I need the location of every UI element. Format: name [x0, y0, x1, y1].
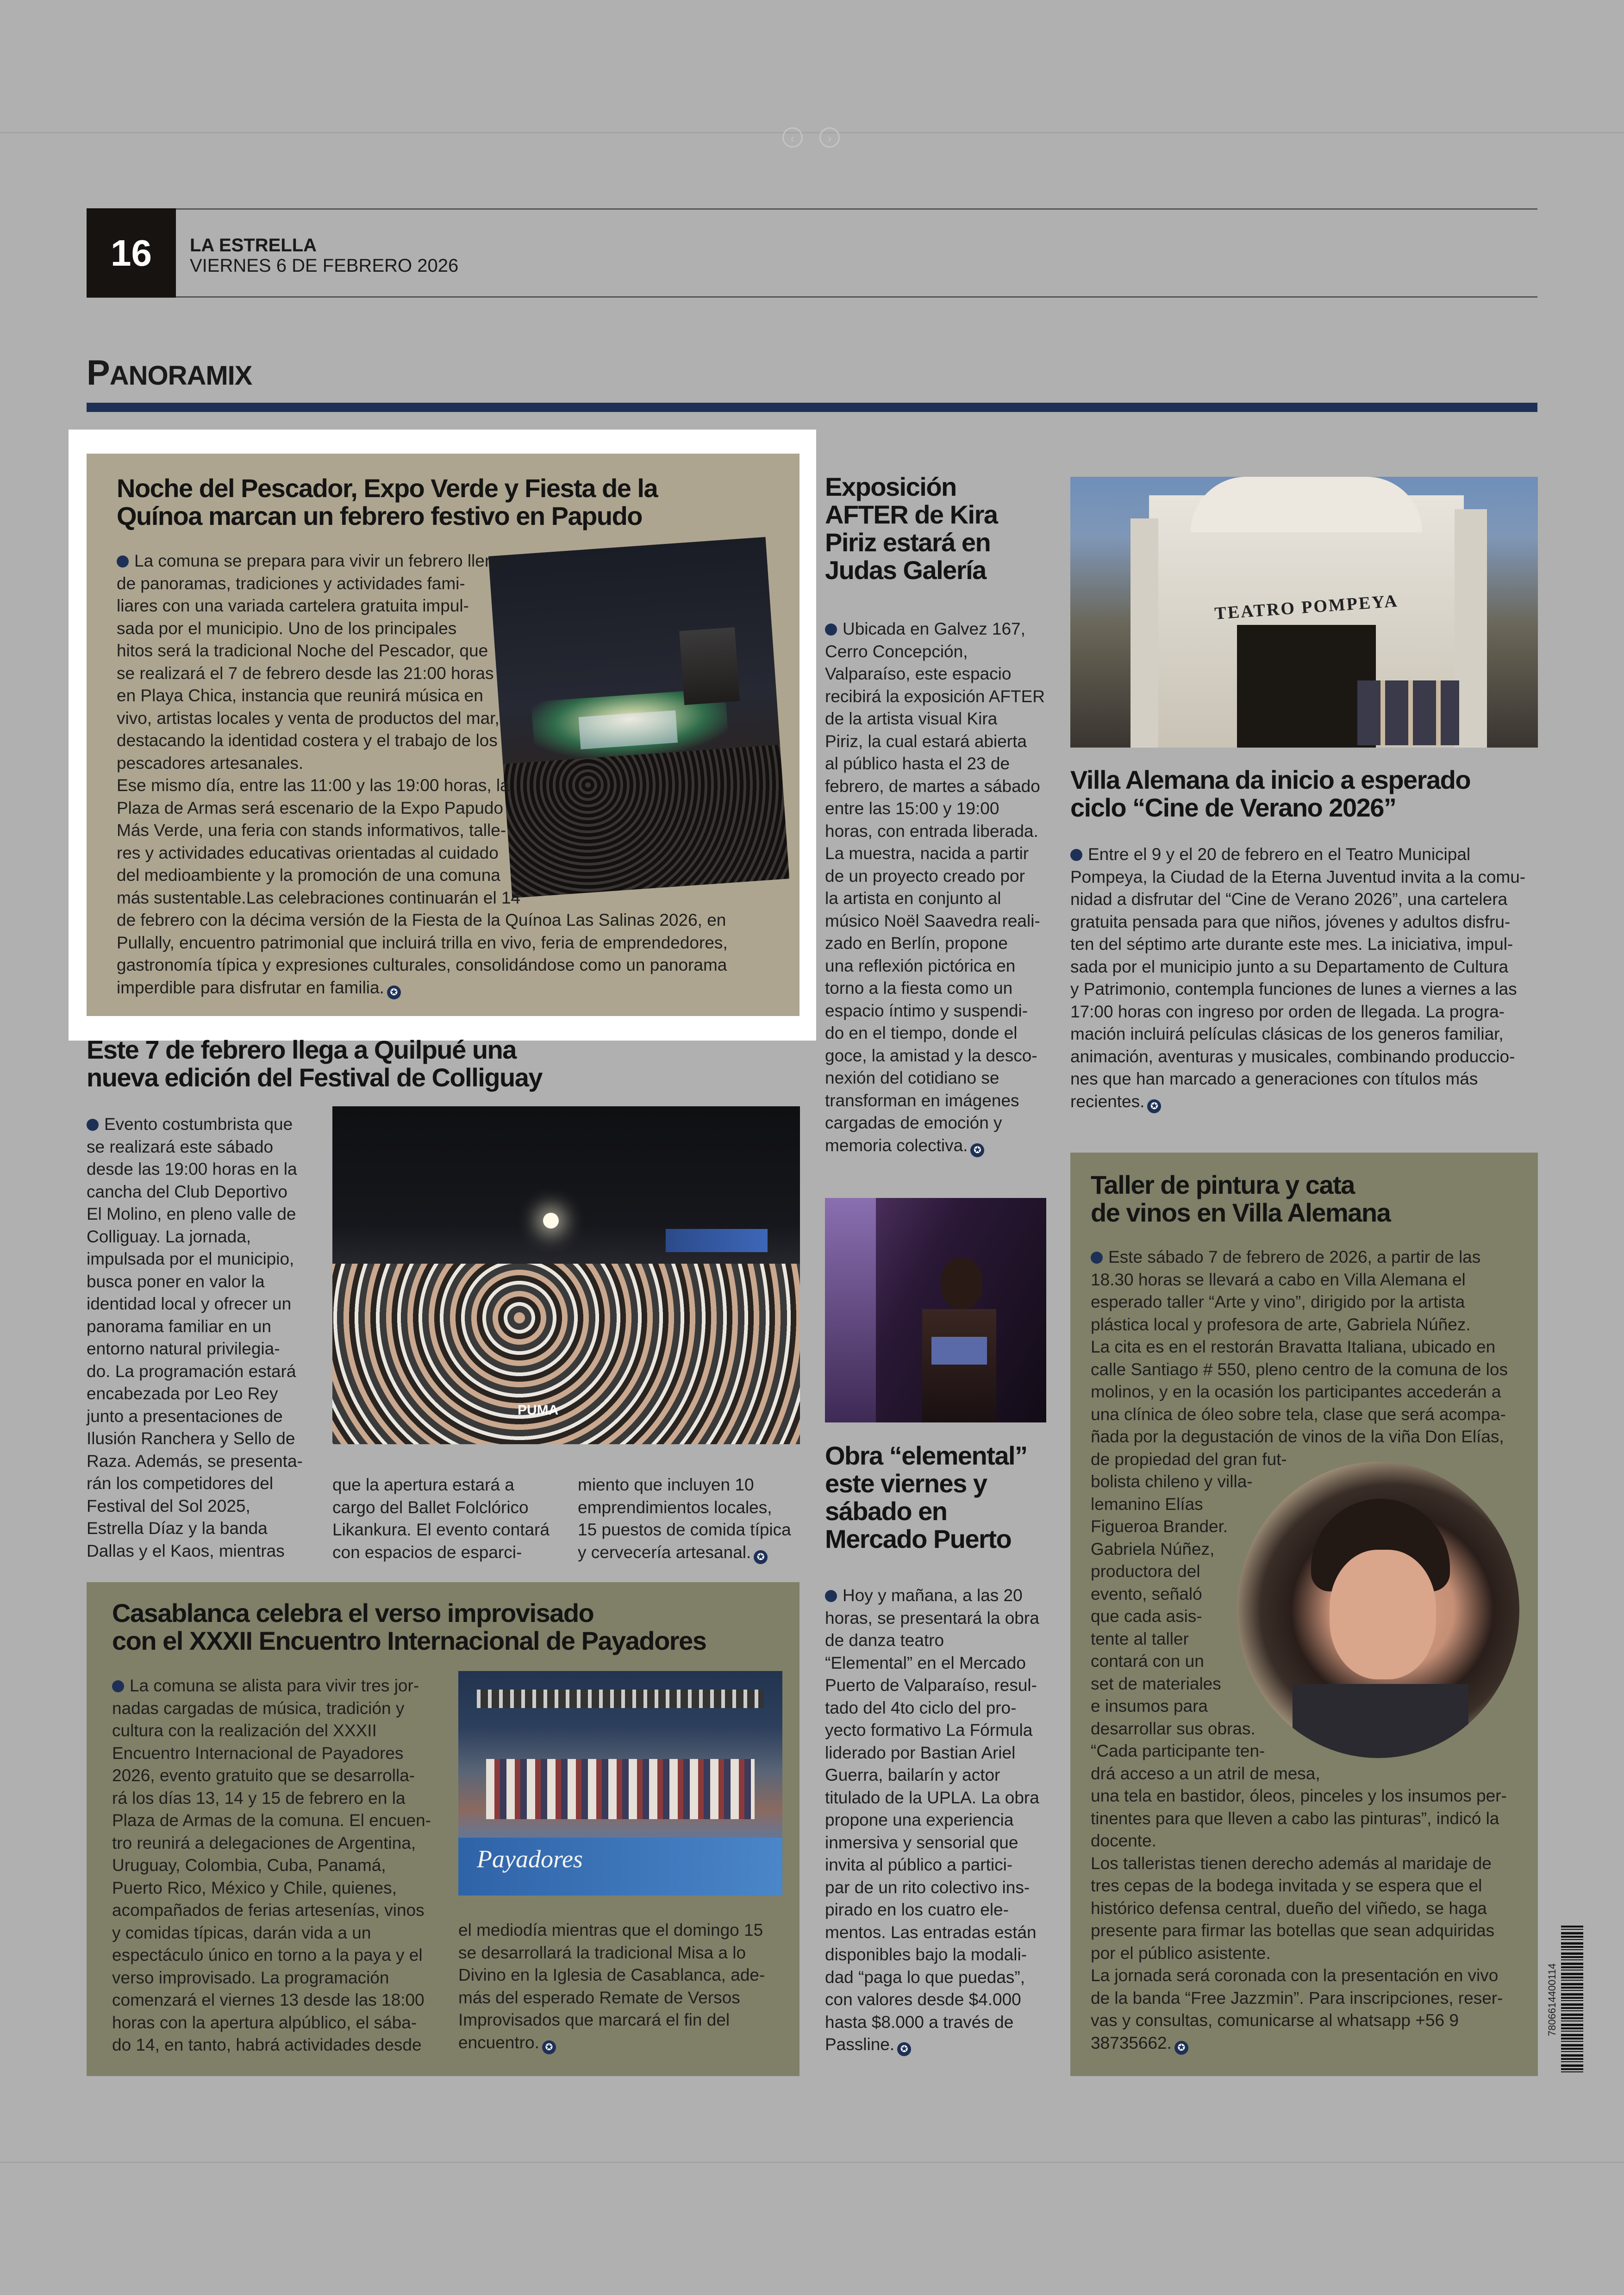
colliguay-line: identidad local y ofrecer un: [87, 1294, 292, 1313]
elemental-line: “Elemental” en el Mercado: [825, 1653, 1026, 1672]
payadores-line: Encuentro Internacional de Payadores: [112, 1743, 404, 1763]
elemental-line: invita al público a partici-: [825, 1855, 1013, 1874]
papudo-line: res y actividades educativas orientadas al cuidado: [117, 843, 499, 862]
taller-line: Figueroa Brander.: [1091, 1517, 1228, 1536]
taller-line: Este sábado 7 de febrero de 2026, a partir de las: [1091, 1246, 1508, 1269]
kira-line: Cerro Concepción,: [825, 642, 968, 661]
colliguay-line: Festival del Sol 2025,: [87, 1496, 250, 1515]
kira-line: recibirá la exposición AFTER: [825, 686, 1045, 706]
star-end-icon: ✪: [897, 2042, 911, 2056]
payadores-line: y comidas típicas, darán vida a un: [112, 1923, 371, 1942]
payadores-line: Divino en la Iglesia de Casablanca, ade-: [458, 1965, 765, 1984]
payadores-line: se desarrollará la tradicional Misa a lo: [458, 1943, 746, 1962]
elemental-line: yecto formativo La Fórmula: [825, 1721, 1033, 1740]
papudo-line: La comuna se prepara para vivir un febrero lleno: [117, 550, 728, 573]
kira-line: zado en Berlín, propone: [825, 934, 1008, 953]
papudo-line: se realizará el 7 de febrero desde las 21:00 horas: [117, 663, 494, 683]
taller-line: por el público asistente.: [1091, 1943, 1271, 1963]
taller-line: contará con un: [1091, 1652, 1204, 1671]
cine-line: nidad a disfrutar del “Cine de Verano 2026”, una cartelera: [1070, 890, 1508, 909]
colliguay-line: junto a presentaciones de: [87, 1406, 283, 1426]
bullet-icon: [117, 555, 129, 568]
banner-text: Payadores: [477, 1845, 583, 1873]
star-end-icon: ✪: [970, 1143, 984, 1157]
papudo-line: pescadores artesanales.: [117, 753, 304, 773]
article-cine-body: [1070, 843, 1525, 1113]
papudo-line: Más Verde, una feria con stands informativos, talle-: [117, 821, 506, 840]
payadores-line: acompañados de ferias artesenías, vinos: [112, 1901, 425, 1920]
payadores-line: 2026, evento gratuito que se desarrolla-: [112, 1766, 415, 1785]
barcode-number: 7806614400114: [1546, 1963, 1558, 2036]
kira-line: músico Noël Saavedra reali-: [825, 911, 1040, 930]
cine-line: nes que han marcado a generaciones con títulos más: [1070, 1069, 1478, 1088]
taller-line: tinentes para que lleven a cabo las pinturas”, indicó la: [1091, 1809, 1499, 1828]
viewer-top-divider: [0, 132, 1624, 133]
elemental-line: dad “paga lo que puedas”,: [825, 1967, 1025, 1987]
photo-teatro-pompeya: [1070, 477, 1538, 748]
payadores-line: nadas cargadas de música, tradición y: [112, 1698, 405, 1718]
taller-line: una clínica de óleo sobre tela, clase que será acompa-: [1091, 1404, 1506, 1424]
article-kira-body: [825, 618, 1045, 1157]
colliguay-line: impulsada por el municipio,: [87, 1249, 294, 1268]
taller-line: La jornada será coronada con la presentación en vivo: [1091, 1966, 1499, 1985]
kira-line: de la artista visual Kira: [825, 709, 998, 728]
elemental-line: par de un rito colectivo ins-: [825, 1877, 1030, 1897]
colliguay-line: y cervecería artesanal. ✪: [578, 1541, 791, 1564]
papudo-line: Pullally, encuentro patrimonial que incluirá trilla en vivo, feria de emprendedores,: [117, 933, 728, 952]
colliguay-line: Estrella Díaz y la banda: [87, 1519, 268, 1538]
payadores-line: cultura con la realización del XXXII: [112, 1721, 377, 1740]
colliguay-line: rán los competidores del: [87, 1474, 274, 1493]
papudo-line: más sustentable.Las celebraciones continuarán el 14: [117, 888, 521, 907]
payadores-line: tro reunirá a delegaciones de Argentina,: [112, 1833, 416, 1852]
papudo-line: Ese mismo día, entre las 11:00 y las 19:00 horas, la: [117, 776, 510, 795]
bullet-icon: [1070, 849, 1082, 861]
elemental-line: Hoy y mañana, a las 20: [825, 1584, 1039, 1607]
article-payadores-title: Casablanca celebra el verso improvisado con el XXXII Encuentro Internacional de Payadores: [112, 1598, 706, 1655]
elemental-line: tado del 4to ciclo del pro-: [825, 1698, 1017, 1717]
bullet-icon: [112, 1680, 124, 1692]
papudo-line: Plaza de Armas será escenario de la Expo Papudo: [117, 798, 504, 817]
star-end-icon: ✪: [754, 1550, 768, 1564]
article-papudo-body: [117, 550, 728, 999]
taller-line: esperado taller “Arte y vino”, dirigido por la artista: [1091, 1292, 1465, 1311]
bullet-icon: [825, 624, 837, 636]
section-title: PANORAMIX: [87, 353, 252, 393]
star-end-icon: ✪: [1147, 1099, 1161, 1113]
colliguay-line: encabezada por Leo Rey: [87, 1384, 278, 1403]
taller-line: 38735662. ✪: [1091, 2032, 1508, 2055]
taller-line: “Cada participante ten-: [1091, 1741, 1265, 1760]
taller-line: de propiedad del gran fut-: [1091, 1449, 1287, 1469]
payadores-line: encuentro. ✪: [458, 2032, 765, 2054]
kira-line: la artista en conjunto al: [825, 889, 1001, 908]
colliguay-line: busca poner en valor la: [87, 1272, 265, 1291]
article-elemental-body: [825, 1584, 1039, 2056]
elemental-line: horas, se presentará la obra: [825, 1608, 1039, 1628]
kira-line: de un proyecto creado por: [825, 866, 1025, 886]
papudo-line: de panoramas, tradiciones y actividades fami-: [117, 574, 465, 593]
cine-line: animación, aventuras y musicales, combinando produccio-: [1070, 1047, 1515, 1066]
taller-line: set de materiales: [1091, 1674, 1221, 1693]
kira-line: espacio íntimo y suspendi-: [825, 1001, 1028, 1020]
prev-page-button[interactable]: [782, 127, 803, 148]
header-top-rule: [87, 208, 1537, 210]
star-end-icon: ✪: [542, 2040, 556, 2054]
article-colliguay-col2: [332, 1474, 550, 1564]
taller-line: 18.30 horas se llevará a cabo en Villa Alemana el: [1091, 1270, 1466, 1289]
colliguay-line: Raza. Además, se presenta-: [87, 1451, 303, 1471]
elemental-line: con valores desde $4.000: [825, 1990, 1021, 2009]
elemental-line: Guerra, bailarín y actor: [825, 1765, 1000, 1784]
next-page-button[interactable]: [819, 127, 840, 148]
colliguay-line: Colliguay. La jornada,: [87, 1227, 251, 1246]
elemental-line: disponibles bajo la modali-: [825, 1945, 1027, 1964]
chevron-right-icon: ›: [827, 131, 832, 145]
kira-line: Piriz, la cual estará abierta: [825, 731, 1027, 751]
kira-line: memoria colectiva. ✪: [825, 1135, 1045, 1157]
cine-line: 17:00 horas con ingreso por orden de llegada. La progra-: [1070, 1002, 1505, 1021]
article-colliguay-title: Este 7 de febrero llega a Quilpué una nueva edición del Festival de Colliguay: [87, 1035, 543, 1092]
papudo-line: destacando la identidad costera y el trabajo de los: [117, 731, 498, 750]
barcode: [1561, 1926, 1583, 2074]
elemental-line: mentos. Las entradas están: [825, 1922, 1037, 1942]
payadores-line: verso improvisado. La programación: [112, 1968, 389, 1987]
papudo-line: vivo, artistas locales y venta de productos del mar,: [117, 708, 500, 728]
colliguay-line: do. La programación estará: [87, 1361, 296, 1381]
elemental-line: inmersiva y sensorial que: [825, 1833, 1018, 1852]
taller-line: drá acceso a un atril de mesa,: [1091, 1764, 1320, 1783]
colliguay-line: se realizará este sábado: [87, 1137, 274, 1156]
kira-line: una reflexión pictórica en: [825, 956, 1016, 975]
article-payadores-col2: [458, 1919, 765, 2054]
kira-line: al público hasta el 23 de: [825, 754, 1010, 773]
payadores-line: horas con la apertura alpúblico, el sába-: [112, 2013, 417, 2032]
colliguay-line: que la apertura estará a: [332, 1475, 514, 1494]
kira-line: do en el tiempo, donde el: [825, 1023, 1018, 1042]
colliguay-line: miento que incluyen 10: [578, 1475, 754, 1494]
cine-line: sada por el municipio junto a su Departamento de Cultura: [1070, 957, 1509, 976]
papudo-line: hitos será la tradicional Noche del Pescador, que: [117, 641, 488, 660]
article-taller-body: [1091, 1246, 1508, 2055]
elemental-line: Puerto de Valparaíso, resul-: [825, 1676, 1037, 1695]
kira-line: goce, la amistad y la desco-: [825, 1046, 1037, 1065]
taller-line: desarrollar sus obras.: [1091, 1719, 1255, 1738]
cine-line: recientes. ✪: [1070, 1091, 1525, 1113]
taller-line: presente para firmar las botellas que sean adquiridas: [1091, 1921, 1495, 1940]
colliguay-line: Dallas y el Kaos, mientras: [87, 1541, 285, 1560]
shirt-text: PUMA: [518, 1403, 559, 1418]
kira-line: febrero, de martes a sábado: [825, 776, 1040, 796]
colliguay-line: con espacios de esparci-: [332, 1542, 522, 1562]
elemental-line: de danza teatro: [825, 1631, 944, 1650]
elemental-line: Passline. ✪: [825, 2033, 1039, 2056]
chevron-left-icon: ‹: [790, 131, 795, 145]
elemental-line: titulado de la UPLA. La obra: [825, 1788, 1039, 1807]
section-rule: [87, 403, 1537, 412]
kira-line: transforman en imágenes: [825, 1091, 1019, 1110]
colliguay-line: Likankura. El evento contará: [332, 1520, 550, 1539]
taller-line: evento, señaló: [1091, 1584, 1202, 1603]
payadores-line: Puerto Rico, México y Chile, quienes,: [112, 1878, 397, 1897]
kira-line: horas, con entrada liberada.: [825, 821, 1038, 841]
payadores-line: rá los días 13, 14 y 15 de febrero en la: [112, 1788, 406, 1808]
article-payadores-col1: [112, 1675, 431, 2057]
article-papudo-title: Noche del Pescador, Expo Verde y Fiesta de la Quínoa marcan un febrero festivo en Papudo: [117, 474, 658, 530]
taller-line: histórico defensa central, dueño del viñedo, se haga: [1091, 1898, 1487, 1918]
taller-line: calle Santiago # 550, pleno centro de la comuna de los: [1091, 1360, 1508, 1379]
star-end-icon: ✪: [387, 985, 401, 999]
taller-line: docente.: [1091, 1831, 1156, 1850]
papudo-line: sada por el municipio. Uno de los principales: [117, 618, 457, 638]
publication-name: LA ESTRELLA: [190, 235, 317, 256]
bullet-icon: [87, 1119, 99, 1131]
header-bottom-rule: [176, 296, 1537, 298]
payadores-line: el mediodía mientras que el domingo 15: [458, 1921, 763, 1940]
cine-line: gratuita pensada para que niños, jóvenes y adultos disfru-: [1070, 912, 1511, 931]
payadores-line: más del esperado Remate de Versos: [458, 1988, 740, 2007]
colliguay-line: cargo del Ballet Folclórico: [332, 1497, 529, 1517]
colliguay-line: emprendimientos locales,: [578, 1497, 772, 1517]
article-kira-title: Exposición AFTER de Kira Piriz estará en Judas Galería: [825, 472, 998, 585]
cine-line: mación incluirá películas clásicas de los generos familiar,: [1070, 1024, 1504, 1043]
teatro-sign: TEATRO POMPEYA: [1214, 591, 1399, 624]
taller-line: lemanino Elías: [1091, 1494, 1203, 1514]
elemental-line: pirado en los cuatro ele-: [825, 1900, 1009, 1919]
kira-line: nexión del cotidiano se: [825, 1068, 999, 1087]
colliguay-line: Ilusión Ranchera y Sello de: [87, 1429, 295, 1448]
colliguay-line: 15 puestos de comida típica: [578, 1520, 791, 1539]
payadores-line: Plaza de Armas de la comuna. El encuen-: [112, 1811, 431, 1830]
elemental-line: propone una experiencia: [825, 1810, 1014, 1829]
kira-line: cargadas de emoción y: [825, 1113, 1002, 1132]
kira-line: Ubicada en Galvez 167,: [825, 618, 1045, 641]
taller-line: Los talleristas tienen derecho además al maridaje de: [1091, 1853, 1492, 1873]
cine-line: ten del séptimo arte durante este mes. La iniciativa, impul-: [1070, 935, 1513, 954]
article-taller-title: Taller de pintura y cata de vinos en Villa Alemana: [1091, 1170, 1391, 1227]
colliguay-line: Evento costumbrista que: [87, 1113, 303, 1136]
photo-payadores-stage: [458, 1671, 782, 1896]
kira-line: La muestra, nacida a partir: [825, 844, 1029, 863]
cine-line: Pompeya, la Ciudad de la Eterna Juventud invita a la comu-: [1070, 867, 1526, 886]
article-colliguay-col1: [87, 1113, 303, 1562]
colliguay-line: desde las 19:00 horas en la: [87, 1160, 297, 1179]
article-cine-title: Villa Alemana da inicio a esperado ciclo “Cine de Verano 2026”: [1070, 765, 1471, 822]
taller-line: ñada por la degustación de vinos de la viña Don Elías,: [1091, 1427, 1504, 1446]
article-colliguay-col3: [578, 1474, 791, 1564]
payadores-line: Improvisados que marcará el fin del: [458, 2010, 730, 2029]
payadores-line: La comuna se alista para vivir tres jor-: [112, 1675, 431, 1697]
papudo-line: liares con una variada cartelera gratuita impul-: [117, 596, 469, 615]
colliguay-line: cancha del Club Deportivo: [87, 1182, 287, 1201]
taller-line: vas y consultas, comunicarse al whatsapp +56 9: [1091, 2011, 1459, 2030]
taller-line: molinos, y en la ocasión los participantes accederán a: [1091, 1382, 1501, 1401]
elemental-line: liderado por Bastian Ariel: [825, 1743, 1016, 1762]
star-end-icon: ✪: [1174, 2041, 1188, 2055]
payadores-line: do 14, en tanto, habrá actividades desde: [112, 2035, 422, 2054]
taller-line: de la banda “Free Jazzmin”. Para inscripciones, reser-: [1091, 1988, 1503, 2008]
payadores-line: espectáculo único en torno a la paya y el: [112, 1946, 423, 1964]
colliguay-line: entorno natural privilegia-: [87, 1339, 280, 1358]
papudo-line: gastronomía típica y expresiones culturales, consolidándose como un panorama: [117, 955, 727, 974]
bullet-icon: [825, 1590, 837, 1602]
papudo-line: del medioambiente y la promoción de una comuna: [117, 866, 500, 885]
taller-line: que cada asis-: [1091, 1607, 1202, 1626]
cine-line: Entre el 9 y el 20 de febrero en el Teatro Municipal: [1070, 843, 1525, 866]
kira-line: torno a la fiesta como un: [825, 979, 1013, 998]
taller-line: Gabriela Núñez,: [1091, 1539, 1215, 1559]
kira-line: entre las 15:00 y 19:00: [825, 799, 999, 818]
colliguay-line: panorama familiar en un: [87, 1316, 271, 1336]
taller-line: plástica local y profesora de arte, Gabriela Núñez.: [1091, 1315, 1471, 1334]
bullet-icon: [1091, 1252, 1103, 1264]
papudo-line: en Playa Chica, instancia que reunirá música en: [117, 686, 483, 705]
taller-line: productora del: [1091, 1562, 1200, 1581]
cine-line: y Patrimonio, contempla funciones de lunes a viernes a las: [1070, 979, 1517, 998]
papudo-line: de febrero con la décima versión de la Fiesta de la Quínoa Las Salinas 2026, en: [117, 911, 726, 929]
elemental-line: hasta $8.000 a través de: [825, 2012, 1014, 2032]
taller-line: bolista chileno y villa-: [1091, 1472, 1253, 1491]
taller-line: e insumos para: [1091, 1696, 1208, 1715]
payadores-line: Uruguay, Colombia, Cuba, Panamá,: [112, 1856, 386, 1875]
colliguay-line: El Molino, en pleno valle de: [87, 1204, 296, 1223]
payadores-line: comenzará el viernes 13 desde las 18:00: [112, 1990, 425, 2009]
photo-elemental-dancer: [825, 1198, 1046, 1422]
taller-line: una tela en bastidor, óleos, pinceles y los insumos per-: [1091, 1786, 1507, 1805]
page-number: 16: [87, 208, 176, 298]
article-elemental-title: Obra “elemental” este viernes y sábado en Mercado Puerto: [825, 1441, 1027, 1553]
kira-line: Valparaíso, este espacio: [825, 664, 1012, 683]
taller-line: La cita es en el restorán Bravatta Italiana, ubicado en: [1091, 1337, 1496, 1356]
papudo-line: imperdible para disfrutar en familia. ✪: [117, 977, 728, 999]
viewer-bottom-divider: [0, 2162, 1624, 2163]
issue-date: VIERNES 6 DE FEBRERO 2026: [190, 256, 459, 276]
taller-line: tres cepas de la bodega invitada y se espera que el: [1091, 1876, 1482, 1895]
photo-colliguay-crowd: [332, 1106, 800, 1444]
taller-line: tente al taller: [1091, 1629, 1189, 1648]
